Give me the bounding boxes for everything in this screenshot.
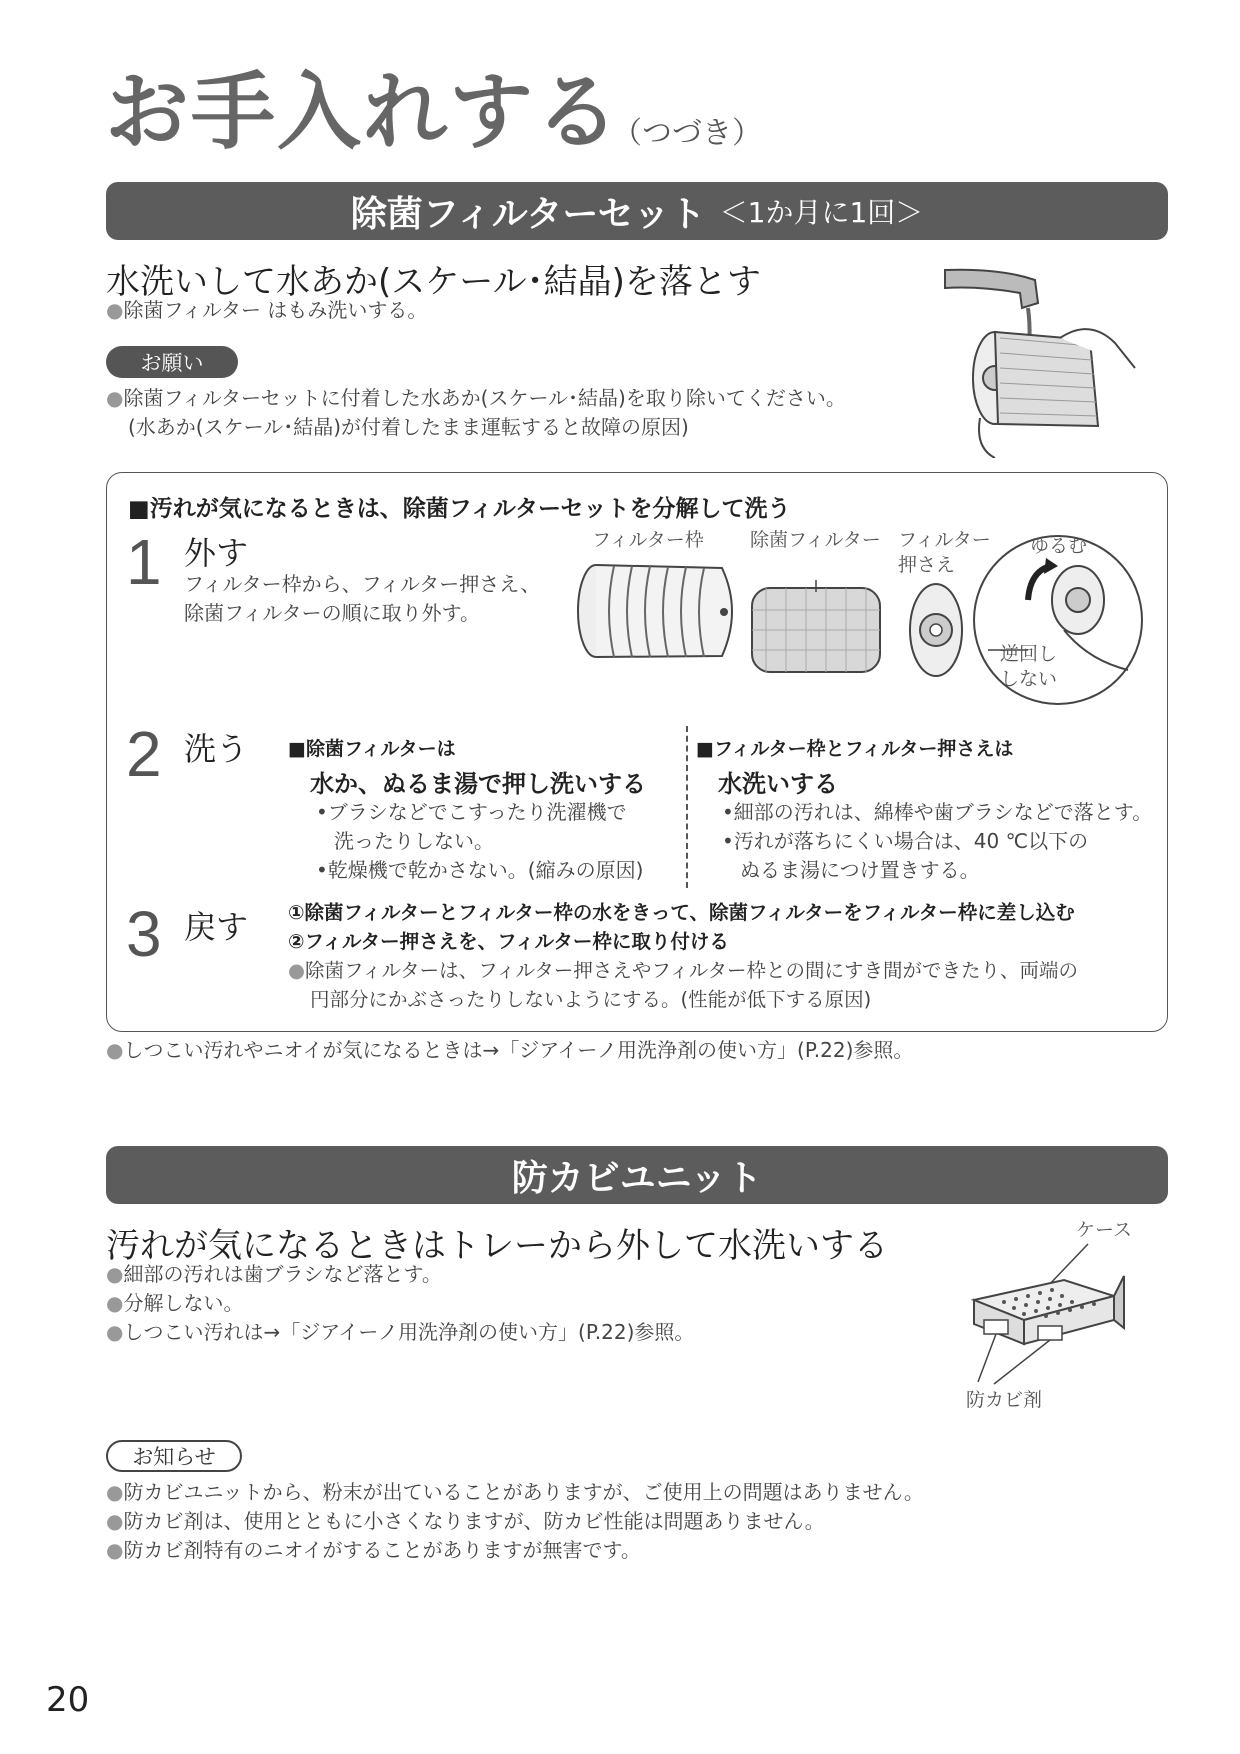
column-divider (686, 726, 688, 888)
label-filter-frame: フィルター枠 (592, 529, 704, 551)
request-badge: お願い (106, 346, 238, 378)
mold-unit-bullets: ●細部の汚れは歯ブラシなど落とす。 ●分解しない。 ●しつこい汚れは→「ジアイーノ用洗浄剤の使い方」(P.22)参照。 (106, 1262, 695, 1344)
step-text-3: ①除菌フィルターとフィルター枠の水をきって、除菌フィルターをフィルター枠に差し込む ②フィルター押さえを、フィルター枠に取り付ける ●除菌フィルターは、フィルター押さえやフィルター枠との間にすき間ができたり、両端の 円部分にかぶさったりしないようにする。(性能が低下する原因) (288, 901, 1078, 1011)
step-number-2: 2 (126, 718, 162, 790)
label-case: ケース (1076, 1219, 1133, 1241)
faucet-washing-illustration (940, 258, 1140, 458)
step-text-1: フィルター枠から、フィルター押さえ、 除菌フィルターの順に取り外す。 (184, 572, 541, 625)
section-title: 防カビユニット (511, 1157, 763, 1199)
stubborn-stain-note: ●しつこい汚れやニオイが気になるときは→「ジアイーノ用洗浄剤の使い方」(P.22)参照。 (106, 1038, 914, 1062)
request-text: ●除菌フィルターセットに付着した水あか(スケール･結晶)を取り除いてください。 (水あか(スケール･結晶)が付着したまま運転すると故障の原因) (106, 386, 846, 439)
page-title: お手入れする (105, 63, 622, 161)
section-title: 除菌フィルターセット (350, 193, 706, 235)
wash-filter-instruction: 水か、ぬるま湯で押し洗いする (310, 770, 646, 798)
label-antimold-agent: 防カビ剤 (966, 1389, 1043, 1411)
wash-frame-notes: •細部の汚れは、綿棒や歯ブラシなどで落とす。 •汚れが落ちにくい場合は、40 ℃以下の ぬるま湯につけ置きする。 (722, 800, 1153, 882)
sterilizing-filter-illustration (746, 580, 886, 680)
filter-presser-illustration (904, 580, 974, 680)
box-heading: ■汚れが気になるときは、除菌フィルターセットを分解して洗う (128, 496, 791, 522)
wash-frame-instruction: 水洗いする (718, 770, 838, 798)
wash-frame-heading: ■フィルター枠とフィルター押さえは (696, 738, 1014, 760)
step-title-3: 戻す (184, 908, 249, 946)
label-sterilizing-filter: 除菌フィルター (750, 529, 881, 551)
page-number: 20 (46, 1680, 90, 1720)
notice-list: ●防カビユニットから、粉末が出ていることがありますが、ご使用上の問題はありません。 ●防カビ剤は、使用とともに小さくなりますが、防カビ性能は問題ありません。 ●防カビ剤特有のニオイがすることがありますが無害です。 (106, 1480, 924, 1562)
section-frequency: ＜1か月に1回＞ (719, 196, 924, 229)
section-header-mold-unit (106, 1146, 1168, 1204)
bullet-item: ●除菌フィルター はもみ洗いする。 (106, 298, 428, 322)
step-number-3: 3 (126, 898, 162, 970)
label-filter-presser: フィルター 押さえ (898, 529, 991, 576)
wash-filter-heading: ■除菌フィルターは (288, 738, 456, 760)
filter-frame-illustration (574, 556, 744, 666)
page-title-suffix: （つづき） (612, 116, 762, 151)
subheading: 汚れが気になるときはトレーから外して水洗いする (106, 1226, 888, 1266)
step-title-1: 外す (184, 534, 249, 572)
section-header-filter (106, 182, 1168, 240)
subheading: 水洗いして水あか(スケール･結晶)を落とす (106, 262, 761, 302)
label-no-reverse: 逆回し しない (1000, 643, 1058, 690)
notice-badge: お知らせ (106, 1440, 242, 1472)
mold-unit-case-illustration (964, 1240, 1134, 1390)
wash-filter-notes: •ブラシなどでこすったり洗濯機で 洗ったりしない。 •乾燥機で乾かさない。(縮みの原因) (316, 800, 644, 882)
step-title-2: 洗う (184, 730, 249, 768)
label-loosen: ゆるむ (1030, 535, 1088, 557)
step-number-1: 1 (126, 526, 162, 598)
